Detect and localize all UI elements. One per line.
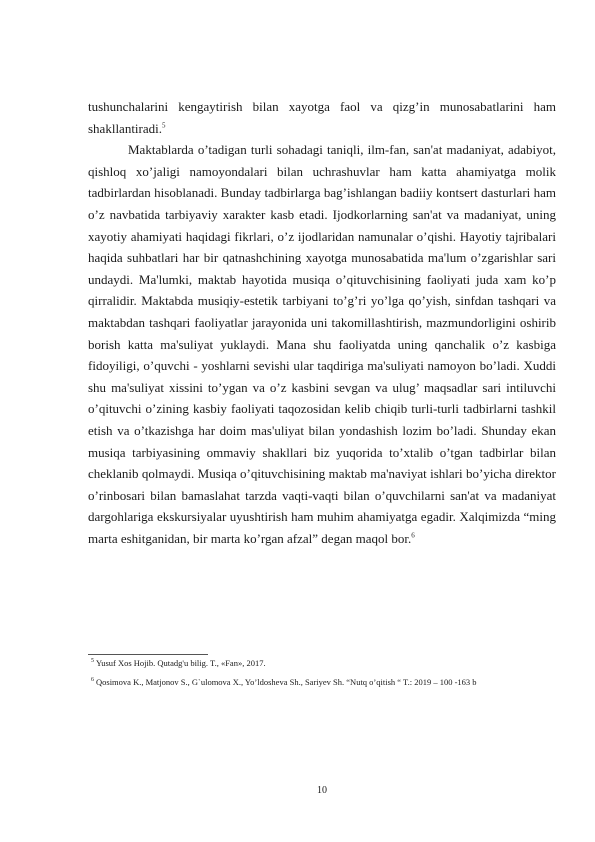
footnote-5 [88, 657, 556, 670]
footnotes [88, 657, 556, 694]
paragraph-1 [88, 96, 556, 139]
paragraph-2-text: Maktablarda o’tadigan turli sohadagi taniqli, ilm-fan, san'at madaniyat, adabiyot, qishloq xo’jaligi namoyondalari bilan uchrashuvlar ham katta ahamiyatga molik tadbirlardan hisoblanadi. Bunday tadbirlarga bag’ishlangan badiiy kontsert dasturlari ham o’z navbatida tarbiyaviy xarakter kasb etadi. Ijodkorlarning san'at va madaniyat, uning xayotiy ahamiyati haqidagi fikrlari, o’z ijodlaridan namunalar o’qishi. Hayotiy tajribalari haqida suhbatlari har bir qatnashchining xayotga munosabatida ma'lum o’zgarishlar sari undaydi. Ma'lumki, maktab hayotida musiqa o’qituvchisining faoliyati juda xam ko’p qirralidir. Maktabda musiqiy-estetik tarbiyani to’g’ri yo’lga qo’yish, sinfdan tashqari va maktabdan tashqari faoliyatlar jarayonida uni takomillashtirish, mazmundorligini oshirib borish katta ma'suliyat yuklaydi. Mana shu faoliyatda uning qanchalik o’z kasbiga fidoyiligi, o’quvchi - yoshlarni sevishi ular taqdiriga ma'suliyati namoyon bo’ladi. Xuddi shu ma'suliyat xissini to’ygan va o’z kasbini sevgan va ulug’ maqsadlar sari intiluvchi o’qituvchi o’zining kasbiy faoliyati taqozosidan kelib chiqib turli-turli tadbirlarni tashkil etish va o’tkazishga har doim mas'uliyat bilan yondashish lozim bo’ladi. Shunday ekan musiqa tarbiyasining ommaviy shakllari biz yuqorida to’xtalib o’tgan tadbirlar bilan cheklanib qolmaydi. Musiqa o’qituvchisining maktab ma'naviyat ishlari bo’yicha direktor o’rinbosari bilan bamaslahat tarzda vaqti-vaqti bilan o’quvchilarni san'at va madaniyat dargohlariga ekskursiyalar uyushtirish ham muhim ahamiyatga egadir. Xalqimizda “ming marta eshitganidan, bir marta ko’rgan afzal” degan maqol bor. [88, 142, 556, 546]
body-text [88, 96, 556, 549]
footnote-6 [88, 676, 556, 689]
document-page [88, 0, 556, 842]
footnote-ref-5[interactable]: 5 [162, 121, 166, 130]
footnote-separator [88, 654, 208, 655]
footnote-6-number: 6 [91, 676, 94, 683]
footnote-ref-6[interactable]: 6 [411, 531, 415, 540]
paragraph-1-text: tushunchalarini kengaytirish bilan xayotga faol va qizg’in munosabatlarini ham shakllantiradi. [88, 99, 556, 136]
footnote-5-number: 5 [91, 658, 94, 665]
page-number: 10 [317, 785, 327, 796]
footnote-6-text: Qosimova K., Matjonov S., G`ulomova X., Yo’ldosheva Sh., Sariyev Sh. “Nutq o’qitish “ T.: 2019 – 100 -163 b [96, 676, 477, 687]
footnote-5-text: Yusuf Xos Hojib. Qutadg'u bilig. T., «Fan», 2017. [96, 658, 266, 668]
paragraph-2 [88, 139, 556, 549]
